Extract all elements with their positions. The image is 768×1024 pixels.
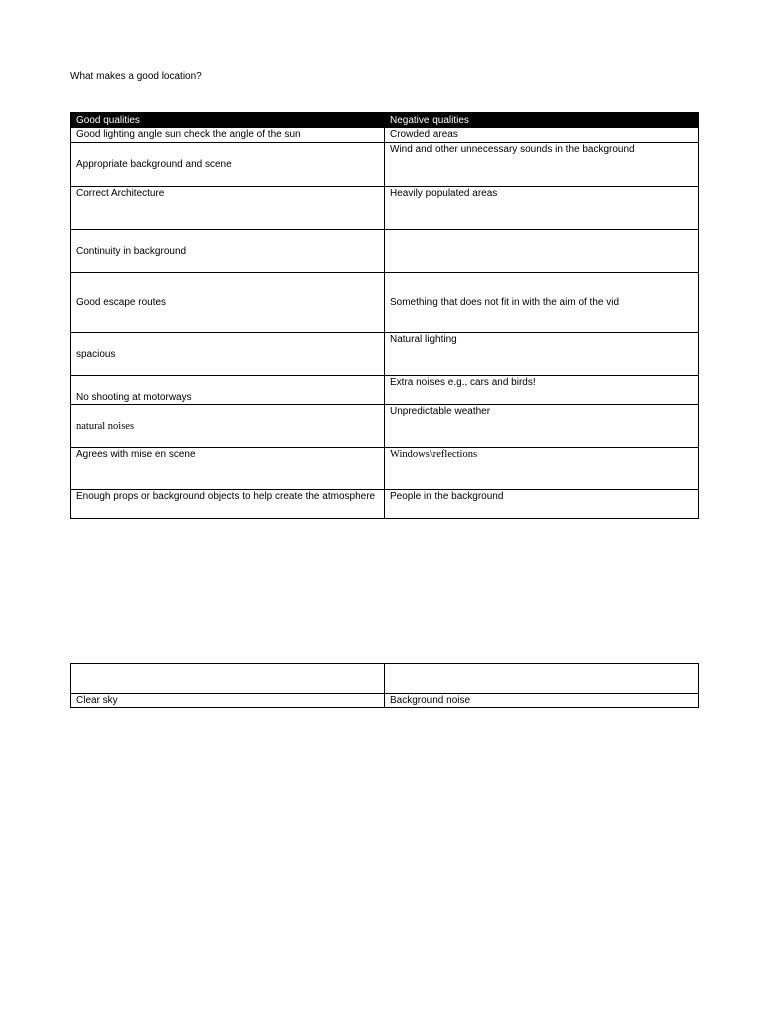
negative-quality-cell: Something that does not fit in with the aim of the vid bbox=[385, 273, 699, 333]
good-quality-cell: Good escape routes bbox=[71, 273, 385, 333]
qualities-table bbox=[70, 112, 699, 519]
good-quality-cell: Continuity in background bbox=[71, 230, 385, 273]
negative-quality-cell: Natural lighting bbox=[385, 333, 699, 376]
negative-quality-cell: Windows\reflections bbox=[385, 448, 699, 490]
extra-qualities-table bbox=[70, 663, 699, 708]
negative-quality-cell: Crowded areas bbox=[385, 128, 699, 143]
table-row bbox=[71, 273, 699, 333]
negative-quality-cell: Wind and other unnecessary sounds in the background bbox=[385, 143, 699, 187]
table-row bbox=[71, 143, 699, 187]
good-quality-cell: Good lighting angle sun check the angle of the sun bbox=[71, 128, 385, 143]
header-negative-qualities: Negative qualities bbox=[385, 113, 699, 128]
table-row bbox=[71, 128, 699, 143]
document-title: What makes a good location? bbox=[70, 71, 202, 82]
good-quality-cell: spacious bbox=[71, 333, 385, 376]
table-header-row bbox=[71, 113, 699, 128]
table-row bbox=[71, 187, 699, 230]
table-row bbox=[71, 448, 699, 490]
table-row bbox=[71, 376, 699, 405]
negative-quality-cell: Extra noises e.g., cars and birds! bbox=[385, 376, 699, 405]
good-quality-cell: Enough props or background objects to help create the atmosphere bbox=[71, 490, 385, 519]
good-quality-cell: Correct Architecture bbox=[71, 187, 385, 230]
good-quality-cell: Clear sky bbox=[71, 694, 385, 708]
table-row bbox=[71, 230, 699, 273]
good-quality-cell: No shooting at motorways bbox=[71, 376, 385, 405]
table-row bbox=[71, 405, 699, 448]
negative-quality-cell: Unpredictable weather bbox=[385, 405, 699, 448]
negative-quality-cell bbox=[385, 664, 699, 694]
negative-quality-cell: Heavily populated areas bbox=[385, 187, 699, 230]
negative-quality-cell bbox=[385, 230, 699, 273]
negative-quality-cell: Background noise bbox=[385, 694, 699, 708]
table-row bbox=[71, 333, 699, 376]
good-quality-cell: Agrees with mise en scene bbox=[71, 448, 385, 490]
table-row bbox=[71, 694, 699, 708]
good-quality-cell: natural noises bbox=[71, 405, 385, 448]
good-quality-cell bbox=[71, 664, 385, 694]
table-row bbox=[71, 664, 699, 694]
table-row bbox=[71, 490, 699, 519]
negative-quality-cell: People in the background bbox=[385, 490, 699, 519]
header-good-qualities: Good qualities bbox=[71, 113, 385, 128]
good-quality-cell: Appropriate background and scene bbox=[71, 143, 385, 187]
